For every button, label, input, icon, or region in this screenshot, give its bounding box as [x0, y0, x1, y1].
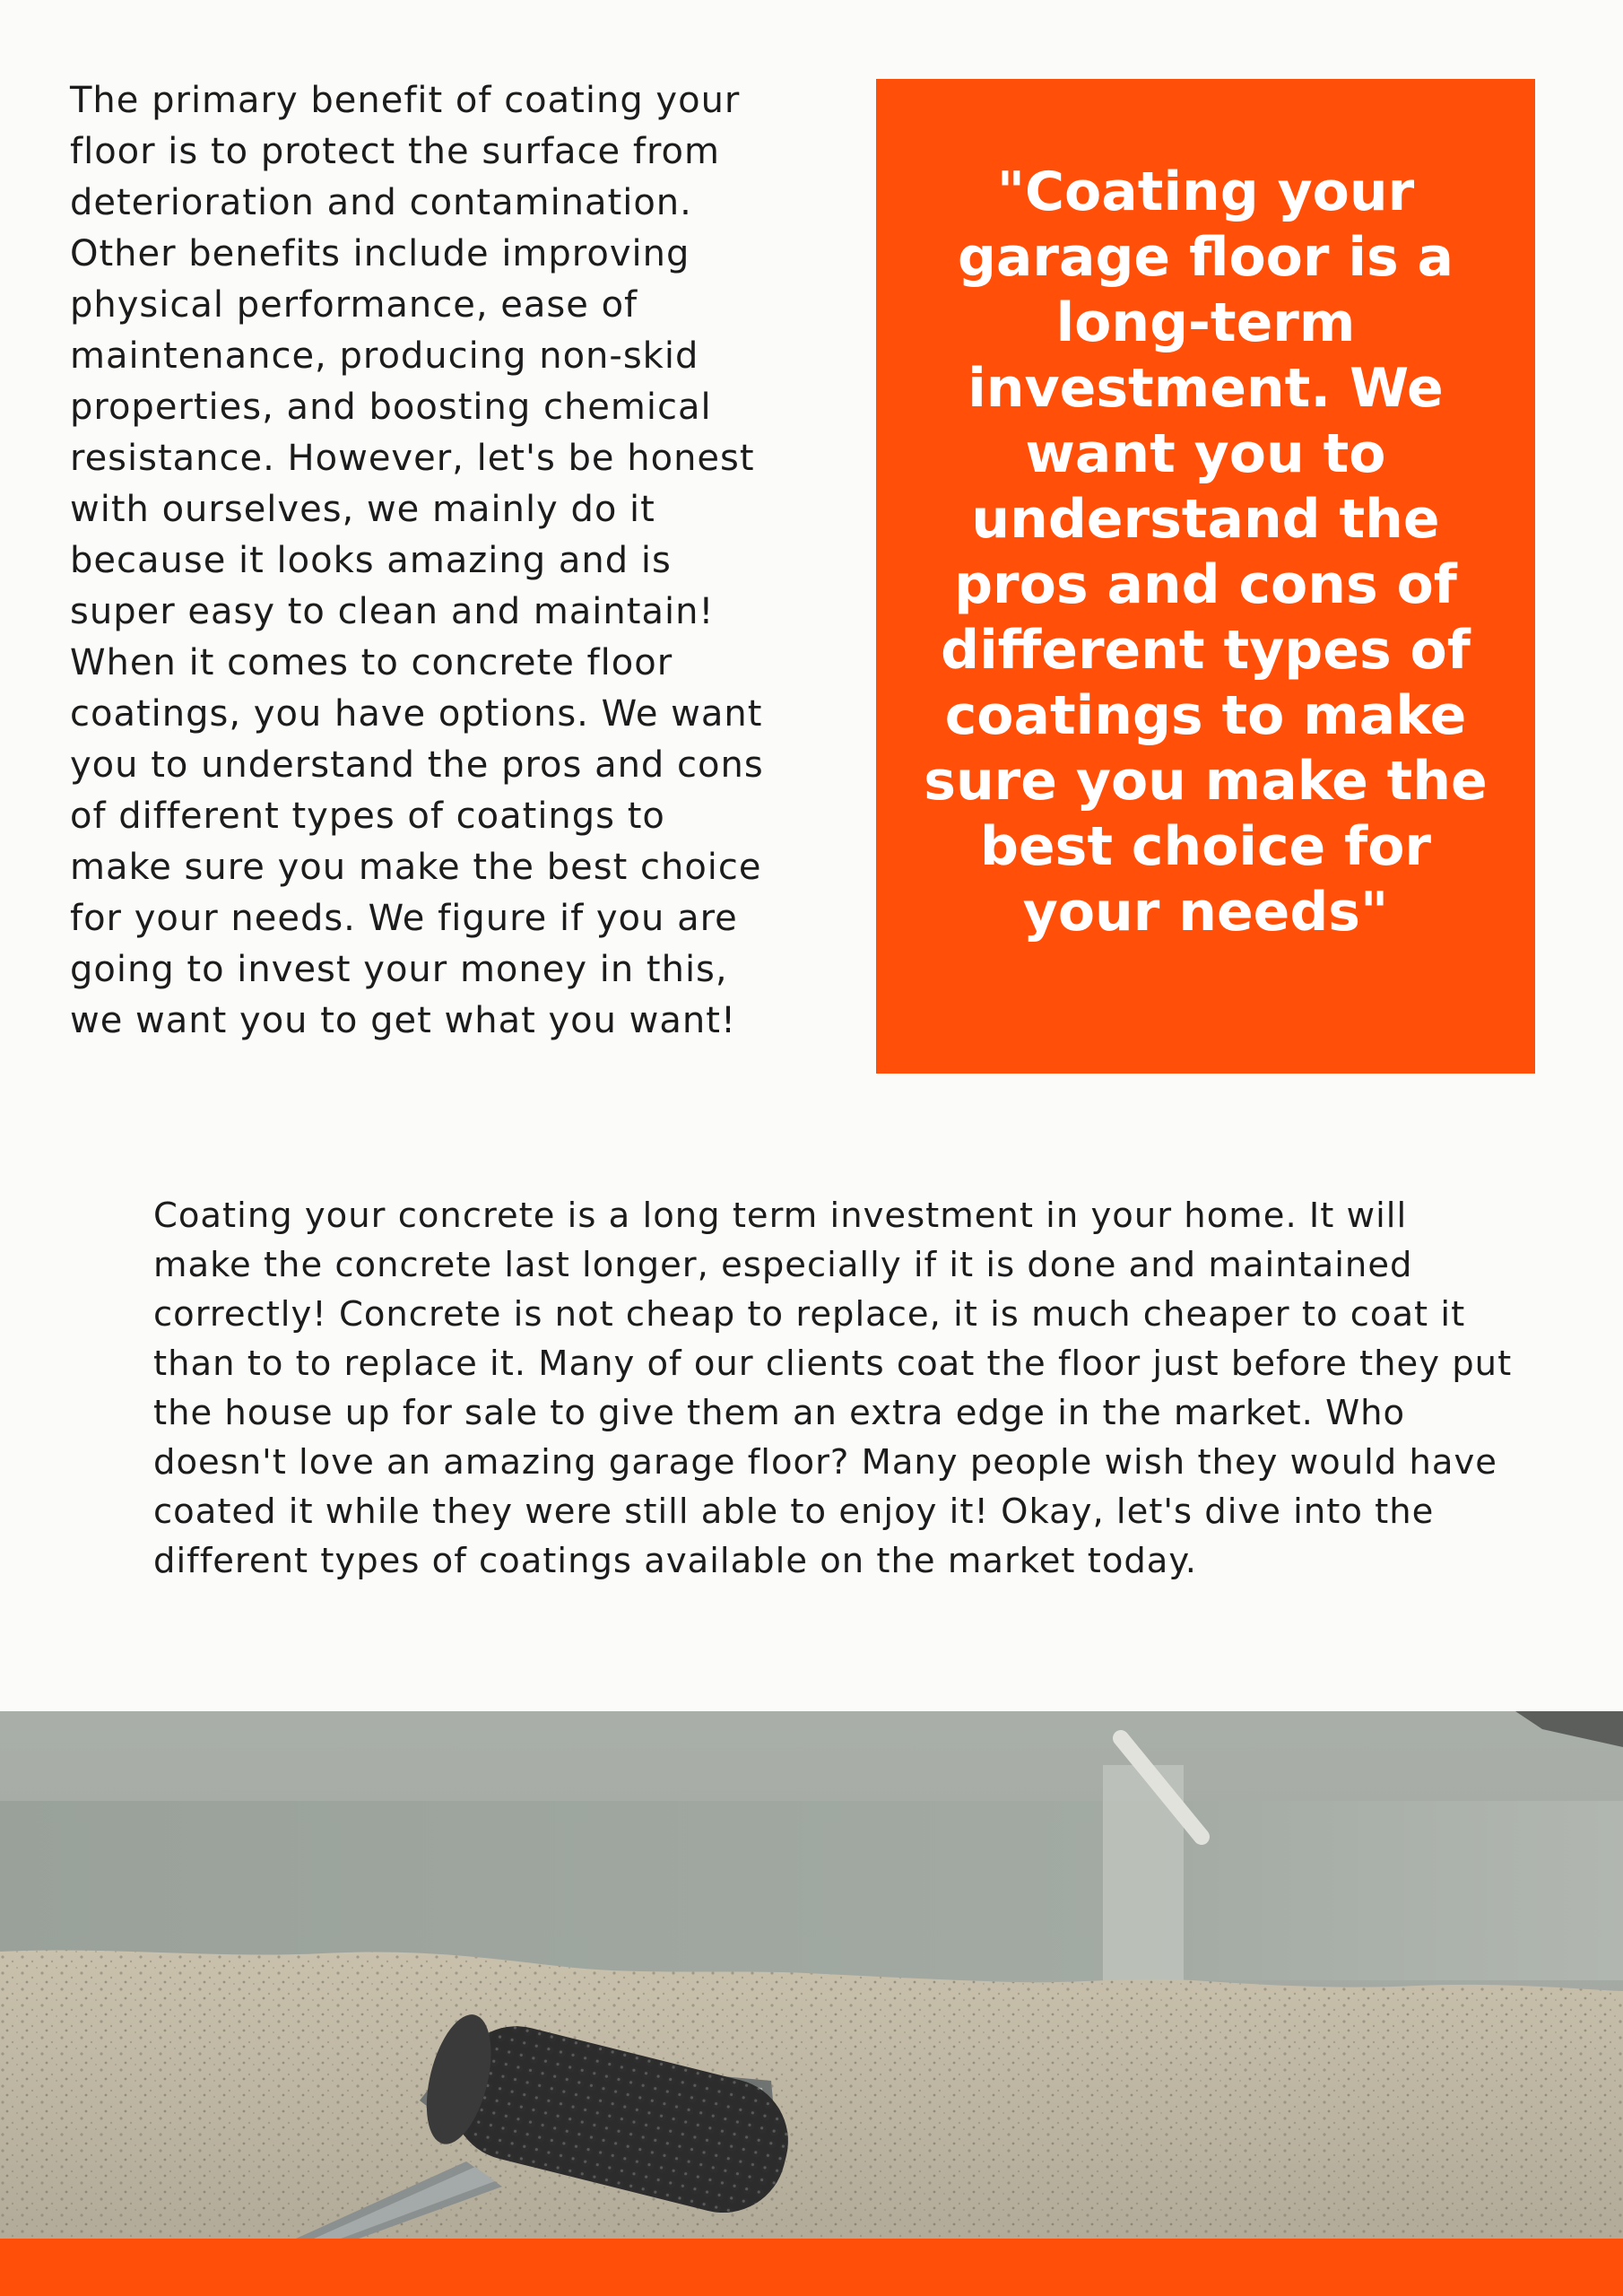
footer-accent-bar	[0, 2239, 1623, 2296]
pull-quote-text: "Coating your garage floor is a long-term investment. We want you to understand the pros and cons of different types of coatings to make sure you make the best choice for your needs"	[924, 161, 1488, 944]
floor-coating-photo	[0, 1711, 1623, 2239]
intro-paragraph: The primary benefit of coating your floor is to protect the surface from deterioration and contamination. Other benefits include improving physical performance, ease of maintenance, producing non-skid properties, and boosting chemical resistance. However, let's be honest with ourselves, we mainly do it because it looks amazing and is super easy to clean and maintain! When it comes to concrete floor coatings, you have options. We want you to understand the pros and cons of different types of coatings to make sure you make the best choice for your needs. We figure if you are going to invest your money in this, we want you to get what you want!	[70, 80, 764, 1041]
body-paragraph: Coating your concrete is a long term investment in your home. It will make the concrete last longer, especially if it is done and maintained correctly! Concrete is not cheap to replace, it is much cheaper to coat it than to to replace it. Many of our clients coat the floor just before they put the house up for sale to give them an extra edge in the market. Who doesn't love an amazing garage floor? Many people wish they would have coated it while they were still able to enjoy it! Okay, let's dive into the different types of coatings available on the market today.	[153, 1196, 1513, 1581]
pull-quote-box	[876, 79, 1535, 1074]
